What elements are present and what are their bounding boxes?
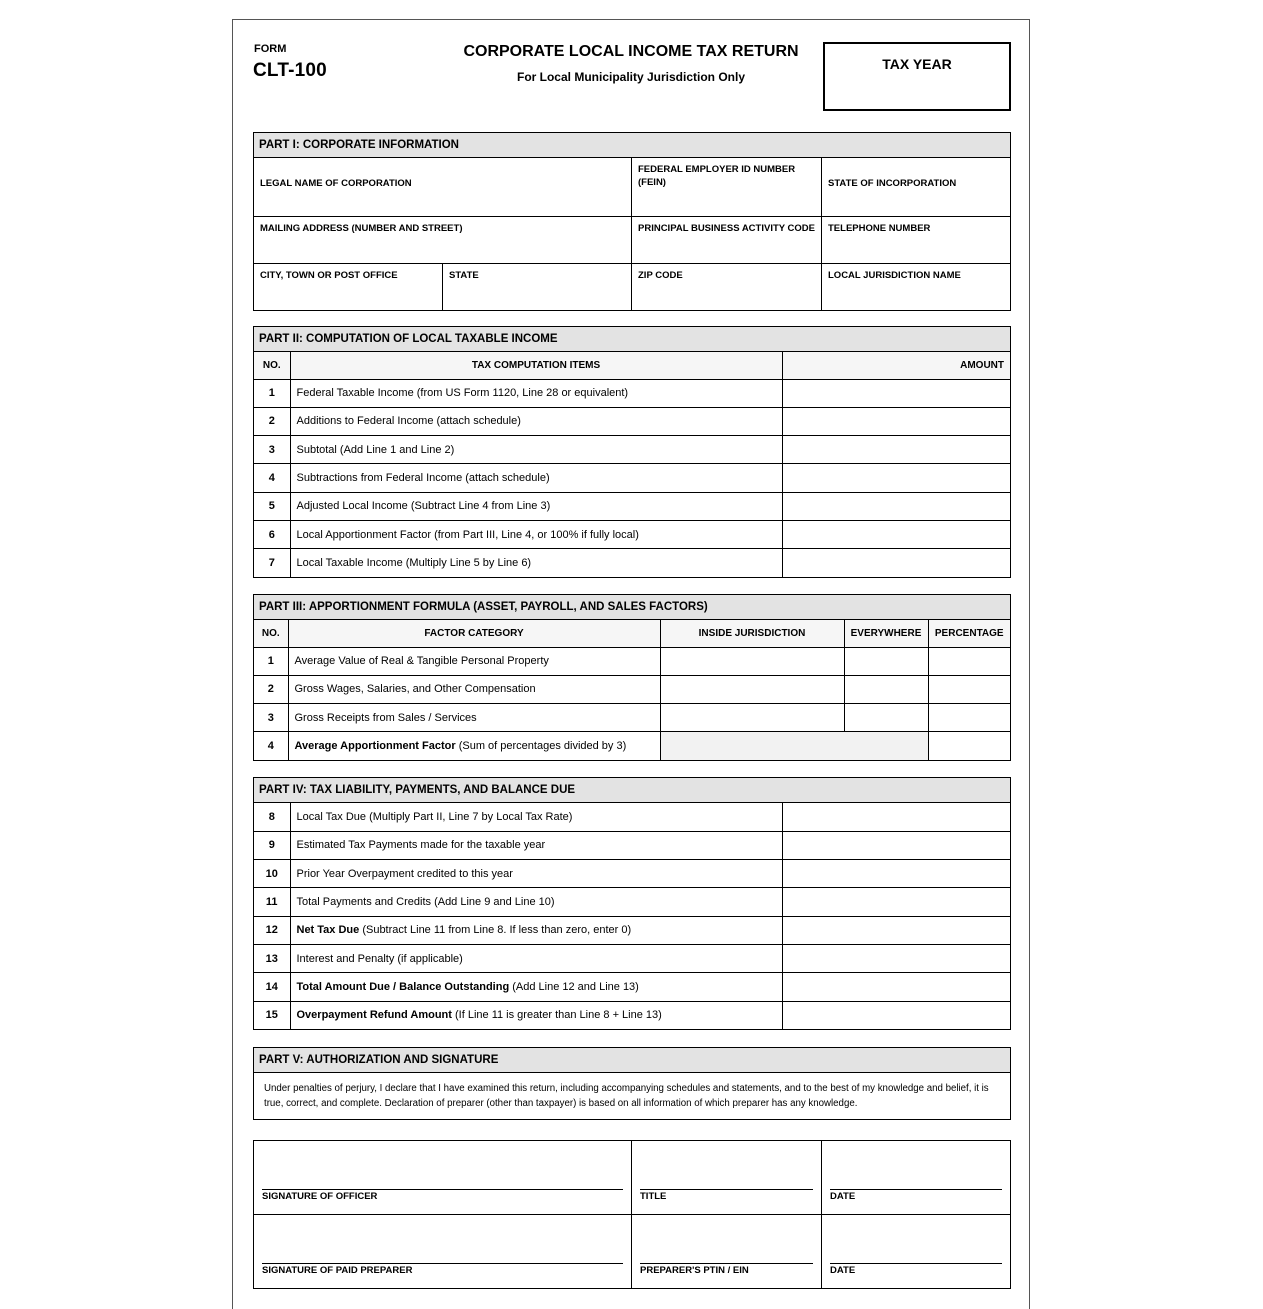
table-row [254, 704, 1010, 732]
line-text: Prior Year Overpayment credited to this year [296, 867, 513, 880]
amount-field[interactable] [782, 464, 1010, 492]
line-description [290, 944, 782, 972]
ptin-field[interactable] [632, 1215, 822, 1288]
line-number: 6 [254, 520, 290, 548]
title-label: TITLE [640, 1191, 667, 1202]
signature-line [262, 1263, 623, 1264]
line-number: 2 [254, 407, 290, 435]
line-description [290, 888, 782, 916]
activity-code-field[interactable] [632, 217, 822, 263]
declaration-text: Under penalties of perjury, I declare that I have examined this return, including accompanying schedules and statements, and to the best of my knowledge and belief, it is true, correct, and complete. Declaration of preparer (other than taxpayer) is based on all information of which preparer has any knowledge. [264, 1083, 989, 1109]
part1-row [254, 158, 1010, 217]
line-number: 15 [254, 1001, 290, 1029]
inside-field[interactable] [660, 704, 844, 732]
col-no-header: NO. [254, 352, 290, 379]
line-description [290, 916, 782, 944]
table-row [254, 520, 1010, 548]
table-row [254, 803, 1010, 831]
line-number: 12 [254, 916, 290, 944]
everywhere-field[interactable] [844, 647, 928, 675]
amount-field[interactable] [782, 1001, 1010, 1029]
signature-row [254, 1215, 1010, 1288]
tax-form-page [232, 19, 1030, 1309]
col-inside-header: INSIDE JURISDICTION [660, 620, 844, 647]
table-row [254, 464, 1010, 492]
signature-line [640, 1189, 813, 1190]
amount-field[interactable] [782, 379, 1010, 407]
part4-section [253, 777, 1011, 1030]
line-description: Local Apportionment Factor (from Part III, Line 4, or 100% if fully local) [290, 520, 782, 548]
officer-date-field[interactable] [822, 1141, 1010, 1214]
table-row [254, 732, 1010, 760]
telephone-field[interactable] [822, 217, 1010, 263]
amount-field[interactable] [782, 803, 1010, 831]
table-row [254, 492, 1010, 520]
line-text: (If Line 11 is greater than Line 8 + Line 13) [451, 1009, 662, 1022]
factor-description: Gross Receipts from Sales / Services [288, 704, 660, 732]
signature-line [830, 1189, 1002, 1190]
inside-field[interactable] [660, 675, 844, 703]
line-description: Local Taxable Income (Multiply Line 5 by Line 6) [290, 549, 782, 577]
state-label: STATE [449, 270, 479, 281]
ptin-label: PREPARER'S PTIN / EIN [640, 1265, 749, 1276]
line-text: Local Tax Due (Multiply Part II, Line 7 by Local Tax Rate) [296, 810, 573, 823]
line-bold-label: Net Tax Due [296, 924, 360, 937]
amount-field[interactable] [782, 916, 1010, 944]
col-category-header: FACTOR CATEGORY [288, 620, 660, 647]
factor-bold-label: Average Apportionment Factor [294, 740, 456, 753]
part4-table [254, 803, 1010, 1029]
amount-field[interactable] [782, 520, 1010, 548]
line-number: 5 [254, 492, 290, 520]
city-field[interactable] [254, 264, 443, 310]
line-number: 14 [254, 973, 290, 1001]
state-field[interactable] [443, 264, 632, 310]
amount-field[interactable] [782, 407, 1010, 435]
line-description: Subtotal (Add Line 1 and Line 2) [290, 436, 782, 464]
line-number: 13 [254, 944, 290, 972]
line-description: Adjusted Local Income (Subtract Line 4 from Line 3) [290, 492, 782, 520]
factor-description [288, 732, 660, 760]
line-text: (Add Line 12 and Line 13) [509, 980, 639, 993]
part3-section [253, 594, 1011, 761]
officer-signature-label: SIGNATURE OF OFFICER [262, 1191, 378, 1202]
zip-field[interactable] [632, 264, 822, 310]
line-description [290, 973, 782, 1001]
table-row [254, 973, 1010, 1001]
part3-heading: PART III: APPORTIONMENT FORMULA (ASSET, PAYROLL, AND SALES FACTORS) [254, 595, 1010, 620]
preparer-date-field[interactable] [822, 1215, 1010, 1288]
amount-field[interactable] [782, 492, 1010, 520]
line-number: 7 [254, 549, 290, 577]
table-row [254, 944, 1010, 972]
fein-field[interactable] [632, 158, 822, 216]
line-number: 10 [254, 860, 290, 888]
table-row [254, 675, 1010, 703]
signature-line [640, 1263, 813, 1264]
line-description: Subtractions from Federal Income (attach schedule) [290, 464, 782, 492]
part1-heading: PART I: CORPORATE INFORMATION [254, 133, 1010, 158]
part4-heading: PART IV: TAX LIABILITY, PAYMENTS, AND BALANCE DUE [254, 778, 1010, 803]
preparer-signature-field[interactable] [254, 1215, 632, 1288]
line-number: 11 [254, 888, 290, 916]
line-description [290, 1001, 782, 1029]
amount-field[interactable] [782, 973, 1010, 1001]
fein-label: FEDERAL EMPLOYER ID NUMBER (FEIN) [638, 164, 796, 188]
part1-section [253, 132, 1011, 311]
city-label: CITY, TOWN OR POST OFFICE [260, 270, 398, 281]
table-row [254, 916, 1010, 944]
part2-table [254, 352, 1010, 577]
form-id: CLT-100 [253, 60, 327, 81]
title-field[interactable] [632, 1141, 822, 1214]
col-amount-header: AMOUNT [782, 352, 1010, 379]
table-row [254, 379, 1010, 407]
part1-row [254, 217, 1010, 264]
line-text: (Subtract Line 11 from Line 8. If less than zero, enter 0) [359, 924, 632, 937]
mailing-address-label: MAILING ADDRESS (NUMBER AND STREET) [260, 223, 463, 234]
table-row [254, 888, 1010, 916]
percentage-field[interactable] [928, 647, 1010, 675]
line-number: 1 [254, 647, 288, 675]
amount-field[interactable] [782, 549, 1010, 577]
col-items-header: TAX COMPUTATION ITEMS [290, 352, 782, 379]
table-row [254, 1001, 1010, 1029]
col-percentage-header: PERCENTAGE [928, 620, 1010, 647]
table-row [254, 647, 1010, 675]
part2-heading: PART II: COMPUTATION OF LOCAL TAXABLE INCOME [254, 327, 1010, 352]
amount-field[interactable] [782, 860, 1010, 888]
preparer-signature-label: SIGNATURE OF PAID PREPARER [262, 1265, 413, 1276]
jurisdiction-field[interactable] [822, 264, 1010, 310]
line-description [290, 860, 782, 888]
line-number: 3 [254, 436, 290, 464]
line-bold-label: Total Amount Due / Balance Outstanding [296, 980, 510, 993]
line-number: 3 [254, 704, 288, 732]
state-incorporation-label: STATE OF INCORPORATION [828, 178, 957, 189]
legal-name-field[interactable] [254, 158, 632, 216]
line-description [290, 803, 782, 831]
line-text: Interest and Penalty (if applicable) [296, 952, 463, 965]
shaded-cell [660, 732, 928, 760]
line-number: 4 [254, 732, 288, 760]
tax-year-label: TAX YEAR [882, 56, 952, 72]
table-row [254, 831, 1010, 859]
form-title: CORPORATE LOCAL INCOME TAX RETURN [463, 43, 799, 60]
col-no-header: NO. [254, 620, 288, 647]
line-description [290, 831, 782, 859]
line-number: 8 [254, 803, 290, 831]
amount-field[interactable] [782, 944, 1010, 972]
table-row [254, 860, 1010, 888]
line-bold-label: Overpayment Refund Amount [296, 1009, 452, 1022]
tax-year-field[interactable] [823, 42, 1011, 111]
signature-line [830, 1263, 1002, 1264]
line-text: Estimated Tax Payments made for the taxable year [296, 839, 546, 852]
form-label: FORM [254, 43, 287, 55]
part5-section [253, 1047, 1011, 1120]
percentage-field[interactable] [928, 675, 1010, 703]
factor-note: (Sum of percentages divided by 3) [455, 740, 627, 753]
line-text: Total Payments and Credits (Add Line 9 and Line 10) [296, 896, 555, 909]
col-everywhere-header: EVERYWHERE [844, 620, 928, 647]
table-row [254, 549, 1010, 577]
state-incorporation-field[interactable] [822, 158, 1010, 216]
line-description: Federal Taxable Income (from US Form 1120, Line 28 or equivalent) [290, 379, 782, 407]
percentage-field[interactable] [928, 704, 1010, 732]
part1-row [254, 264, 1010, 310]
signature-block [253, 1140, 1011, 1289]
activity-code-label: PRINCIPAL BUSINESS ACTIVITY CODE [638, 223, 816, 234]
form-subtitle: For Local Municipality Jurisdiction Only [516, 70, 746, 84]
amount-field[interactable] [782, 831, 1010, 859]
line-number: 9 [254, 831, 290, 859]
part3-table [254, 620, 1010, 760]
signature-line [262, 1189, 623, 1190]
factor-description: Average Value of Real & Tangible Personal Property [288, 647, 660, 675]
date-label: DATE [830, 1191, 856, 1202]
jurisdiction-label: LOCAL JURISDICTION NAME [828, 270, 961, 281]
table-row [254, 407, 1010, 435]
mailing-address-field[interactable] [254, 217, 632, 263]
date-label: DATE [830, 1265, 856, 1276]
amount-field[interactable] [782, 436, 1010, 464]
percentage-field[interactable] [928, 732, 1010, 760]
amount-field[interactable] [782, 888, 1010, 916]
everywhere-field[interactable] [844, 704, 928, 732]
telephone-label: TELEPHONE NUMBER [828, 223, 931, 234]
table-row [254, 436, 1010, 464]
part5-heading: PART V: AUTHORIZATION AND SIGNATURE [254, 1048, 1010, 1073]
legal-name-label: LEGAL NAME OF CORPORATION [260, 178, 412, 189]
line-number: 2 [254, 675, 288, 703]
factor-description: Gross Wages, Salaries, and Other Compensation [288, 675, 660, 703]
line-number: 1 [254, 379, 290, 407]
line-number: 4 [254, 464, 290, 492]
zip-label: ZIP CODE [638, 270, 683, 281]
everywhere-field[interactable] [844, 675, 928, 703]
inside-field[interactable] [660, 647, 844, 675]
line-description: Additions to Federal Income (attach schedule) [290, 407, 782, 435]
signature-row [254, 1141, 1010, 1215]
officer-signature-field[interactable] [254, 1141, 632, 1214]
part2-section [253, 326, 1011, 578]
